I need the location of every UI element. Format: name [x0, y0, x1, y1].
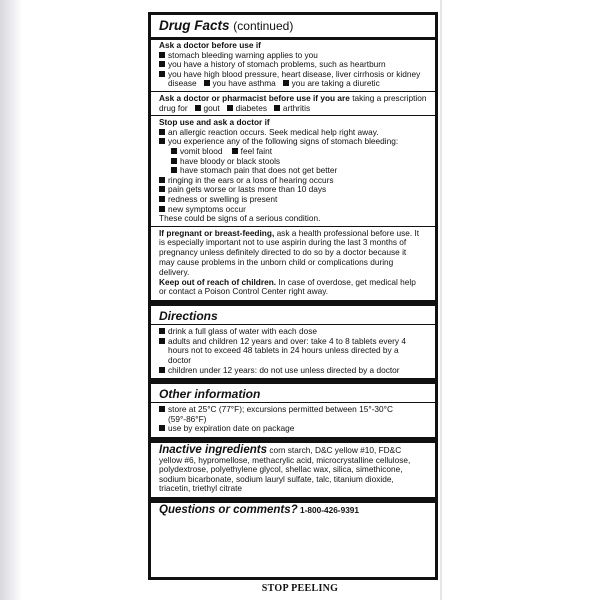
- bullet-icon: [159, 71, 165, 77]
- other-info-heading: Other information: [159, 387, 261, 402]
- bullet-icon: [159, 338, 165, 344]
- divider: [151, 91, 435, 92]
- divider: [151, 226, 435, 227]
- bullet-icon: [159, 206, 165, 212]
- bullet-icon: [171, 148, 177, 154]
- list-item: vomit blood feel faint: [159, 147, 429, 157]
- stop-use-note: These could be signs of a serious condition.: [159, 213, 321, 224]
- bullet-icon: [283, 80, 289, 86]
- pregnancy-warning: If pregnant or breast-feeding, ask a health professional before use. It is especially important not to use aspirin during the last 3 months of pregnancy unless definitely directed to do so by a doctor because it may cause problems in the unborn child or complications during delivery.: [159, 227, 420, 277]
- list-item: redness or swelling is present: [159, 195, 429, 205]
- list-item: stomach bleeding warning applies to you: [159, 51, 429, 61]
- questions-section: [159, 503, 429, 516]
- bullet-icon: [274, 105, 280, 111]
- stop-peeling-label: STOP PEELING: [261, 583, 339, 594]
- bullet-icon: [159, 61, 165, 67]
- phone-number: 1-800-426-9391: [299, 504, 360, 515]
- bullet-icon: [159, 186, 165, 192]
- list-item: adults and children 12 years and over: take 4 to 8 tablets every 4: [159, 337, 429, 347]
- bullet-icon: [227, 105, 233, 111]
- drug-facts-panel: [148, 12, 438, 580]
- divider: [151, 324, 435, 325]
- list-item: ringing in the ears or a loss of hearing occurs: [159, 176, 429, 186]
- list-item: store at 25°C (77°F); excursions permitted between 15°-30°C: [159, 405, 429, 415]
- list-item: drink a full glass of water with each dose: [159, 327, 429, 337]
- bullet-icon: [159, 196, 165, 202]
- bullet-icon: [204, 80, 210, 86]
- divider: [151, 497, 435, 503]
- divider: [151, 378, 435, 384]
- bullet-icon: [195, 105, 201, 111]
- divider: [151, 300, 435, 306]
- bullet-icon: [159, 367, 165, 373]
- divider: [151, 437, 435, 443]
- bullet-icon: [232, 148, 238, 154]
- bullet-icon: [171, 158, 177, 164]
- ask-pharmacist-section: Ask a doctor or pharmacist before use if you are taking a prescription drug for gout diabetes arthritis: [159, 92, 427, 113]
- stop-use-section: [159, 118, 429, 224]
- list-item: have stomach pain that does not get better: [159, 166, 429, 176]
- ask-doctor-heading: Ask a doctor before use if: [159, 40, 261, 50]
- directions-heading: Directions: [159, 309, 218, 324]
- bullet-icon: [171, 167, 177, 173]
- list-item: pain gets worse or lasts more than 10 days: [159, 185, 429, 195]
- bullet-icon: [159, 406, 165, 412]
- stop-use-heading: Stop use and ask a doctor if: [159, 117, 270, 128]
- divider: [151, 402, 435, 403]
- bullet-icon: [159, 177, 165, 183]
- page-shadow: [0, 0, 22, 600]
- title-text: Drug Facts: [159, 18, 230, 33]
- questions-heading: Questions or comments?: [159, 503, 298, 516]
- list-item: children under 12 years: do not use unless directed by a doctor: [159, 366, 429, 376]
- inactive-heading: Inactive ingredients: [159, 444, 268, 457]
- package-edge: [440, 0, 600, 600]
- list-item: disease you have asthma you are taking a diuretic: [168, 78, 380, 89]
- bullet-icon: [159, 138, 165, 144]
- list-item: use by expiration date on package: [159, 424, 429, 434]
- list-item: you experience any of the following signs of stomach bleeding:: [159, 137, 429, 147]
- panel-title: [159, 18, 429, 36]
- bullet-icon: [159, 52, 165, 58]
- list-item: have bloody or black stools: [159, 157, 429, 167]
- list-item: you have a history of stomach problems, such as heartburn: [159, 60, 429, 70]
- bullet-icon: [159, 129, 165, 135]
- bullet-icon: [159, 425, 165, 431]
- list-item: an allergic reaction occurs. Seek medical help right away.: [159, 128, 429, 138]
- ask-pharmacist-heading: Ask a doctor or pharmacist before use if you are: [159, 92, 350, 103]
- list-item: you have high blood pressure, heart disease, liver cirrhosis or kidney: [159, 70, 429, 80]
- directions-section: Directions drink a full glass of water with each dose adults and children 12 years and over: take 4 to 8 tablets every 4 hours not to exceed 48 tablets in 24 hours unless directed by a doctor children under 12 years: do not use unless directed by a doctor: [159, 309, 429, 375]
- other-info-section: Other information store at 25°C (77°F); excursions permitted between 15°-30°C (59°-86°F) use by expiration date on package: [159, 387, 429, 434]
- inactive-ingredients-section: Inactive ingredients corn starch, D&C yellow #10, FD&C yellow #6, hypromellose, methacrylic acid, microcrystalline cellulose, polydextrose, polyethylene glycol, shellac wax, silica, simethicone, sodium bicarbonate, sodium lauryl sulfate, talc, titanium dioxide, triacetin, triethyl citrate: [159, 444, 411, 494]
- bullet-icon: [159, 328, 165, 334]
- divider: [151, 115, 435, 116]
- title-continued: (continued): [233, 19, 294, 33]
- ask-doctor-section: [159, 41, 429, 89]
- list-item: new symptoms occur: [159, 205, 429, 215]
- keep-out-warning: Keep out of reach of children. In case of overdose, get medical help or contact a Poison Control Center right away.: [159, 276, 416, 297]
